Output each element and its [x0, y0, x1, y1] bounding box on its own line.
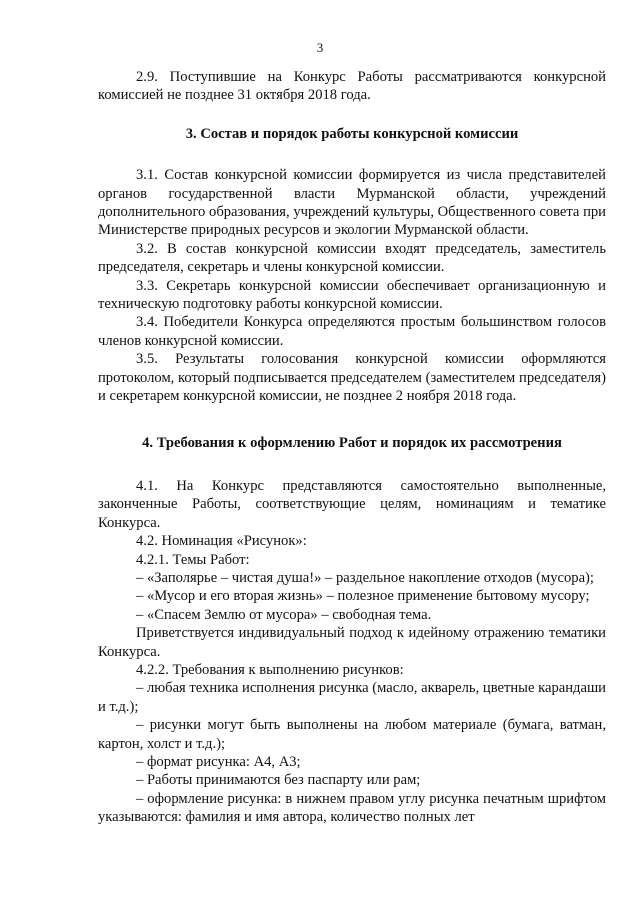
list-item-theme-1: – «Заполярье – чистая душа!» – раздельное накопление отходов (мусора); [136, 569, 594, 586]
paragraph-3-2: 3.2. В состав конкурсной комиссии входят председатель, заместитель председателя, секретарь и члены конкурсной комиссии. [98, 240, 606, 276]
paragraph-4-1: 4.1. На Конкурс представляются самостоятельно выполненные, законченные Работы, соответствующие целям, номинациям и тематике Конкурса. [98, 477, 606, 531]
list-item-req-2: – рисунки могут быть выполнены на любом материале (бумага, ватман, картон, холст и т.д.); [98, 717, 606, 752]
paragraph-3-5: 3.5. Результаты голосования конкурсной комиссии оформляются протоколом, который подписывается председателем (заместителем председателя) и секретарем конкурсной комиссии, не позднее 2 ноября 2018 года. [98, 351, 606, 405]
paragraph-4-2-2: 4.2.2. Требования к выполнению рисунков: [136, 661, 404, 678]
page-number: 3 [316, 40, 324, 55]
paragraph-4-2: 4.2. Номинация «Рисунок»: [136, 533, 307, 550]
paragraph-3-1: 3.1. Состав конкурсной комиссии формируется из числа представителей органов государственной власти Мурманской области, учреждений дополнительного образования, учреждений культуры, Общественного совета при Министерстве природных ресурсов и экологии Мурманской области. [98, 167, 606, 239]
list-item-req-1: – любая техника исполнения рисунка (масло, акварель, цветные карандаши и т.д.); [98, 680, 606, 715]
list-item-req-3: – формат рисунка: А4, А3; [136, 754, 301, 770]
list-item-theme-3: – «Спасем Землю от мусора» – свободная тема. [136, 606, 432, 623]
section-heading-3: 3. Состав и порядок работы конкурсной комиссии [185, 125, 519, 142]
paragraph-2-9: 2.9. Поступившие на Конкурс Работы рассматриваются конкурсной комиссией не позднее 31 октября 2018 года. [98, 69, 606, 104]
list-item-req-5: – оформление рисунка: в нижнем правом углу рисунка печатным шрифтом указываются: фамилия и имя автора, количество полных лет [98, 790, 606, 826]
list-item-theme-2: – «Мусор и его вторая жизнь» – полезное применение бытовому мусору; [136, 588, 590, 605]
paragraph-3-4: 3.4. Победители Конкурса определяются простым большинством голосов членов конкурсной комиссии. [98, 314, 606, 349]
document-body [98, 68, 606, 827]
paragraph-3-3: 3.3. Секретарь конкурсной комиссии обеспечивает организационную и техническую подготовку работы конкурсной комиссии. [98, 277, 606, 313]
section-heading-4: 4. Требования к оформлению Работ и порядок их рассмотрения [142, 434, 562, 451]
paragraph-welcome-approach: Приветствуется индивидуальный подход к идейному отражению тематики Конкурса. [98, 625, 606, 660]
paragraph-4-2-1: 4.2.1. Темы Работ: [136, 551, 250, 568]
list-item-req-4: – Работы принимаются без паспарту или рам; [136, 772, 421, 789]
